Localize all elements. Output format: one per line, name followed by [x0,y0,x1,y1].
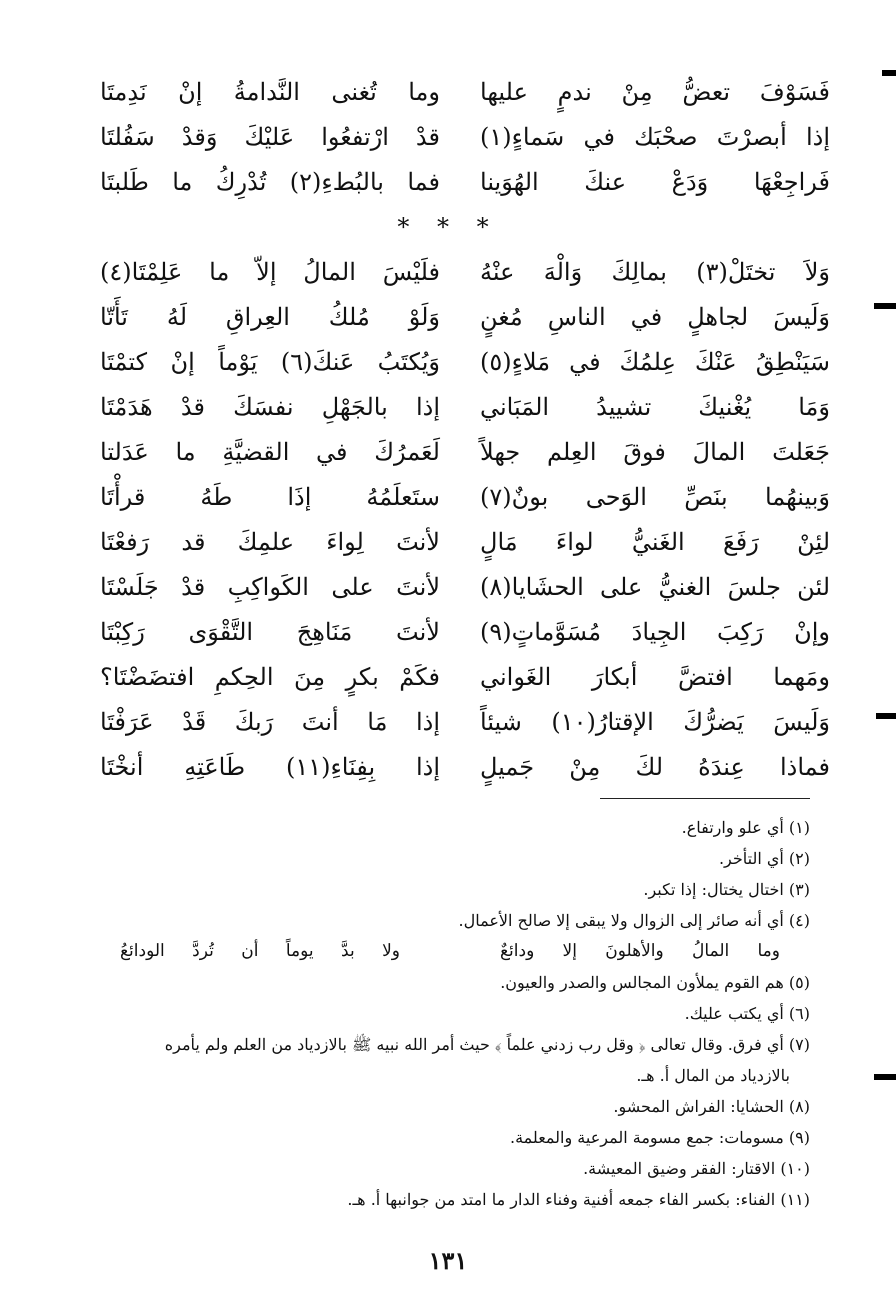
footnote: (٢) أي التأخر. [718,849,810,868]
verse-second-hemistich: قدْ ارْتفعُوا عَليْكَ وَقدْ سَفُلتَا [100,123,440,151]
section-separator: * * * [397,213,499,241]
verse-first-hemistich: لئِنْ رَفَعَ الغَنيُّ لواءَ مَالٍ [480,528,830,556]
verse [100,70,830,115]
verse [100,160,830,205]
footnote: (١٠) الاقتار: الفقر وضيق المعيشة. [583,1159,810,1178]
verse-second-hemistich: لأنتَ على الكَواكِبِ قدْ جَلَسْتَا [100,573,440,601]
verse [100,250,830,295]
verse-second-hemistich: لأنتَ لِواءَ علمِكَ قد رَفعْتَا [100,528,440,556]
verse-first-hemistich: جَعَلتَ المالَ فوقَ العِلم جهلاً [480,438,830,466]
verse [100,385,830,430]
verse-first-hemistich: وإنْ رَكِبَ الجِيادَ مُسَوَّماتٍ(٩) [480,618,830,646]
poem-section-2 [100,250,830,790]
footnote: (٧) أي فرق. وقال تعالى ﴿ وقل رب زدني علماً ﴾ حيث أمر الله نبيه ﷺ بالازدياد من العلم ولم يأمره [164,1035,810,1054]
verse [100,340,830,385]
verse [100,565,830,610]
footnote: (٣) اختال يختال: إذا تكبر. [643,880,810,899]
verse [100,430,830,475]
verse-first-hemistich: وَلَيسَ يَضرُّكَ الإقتارُ(١٠) شيئاً [480,708,830,736]
verse-second-hemistich: فكَمْ بكرٍ مِنَ الحِكمِ افتضَضْتَا؟ [100,663,440,691]
verse-second-hemistich: إذا مَا أنتَ رَبكَ قَدْ عَرَفْتَا [100,708,440,736]
scan-edge-mark [874,1074,896,1080]
scan-edge-mark [876,713,896,719]
footnote-continuation [120,1060,810,1091]
verse-first-hemistich: لئن جلسَ الغنيُّ على الحشَايا(٨) [480,573,830,601]
verse [100,610,830,655]
scan-edge-mark [874,303,896,309]
verse-second-hemistich: فما بالبُطءِ(٢) تُدْرِكُ ما طَلبتَا [100,168,440,196]
verse [100,655,830,700]
verse-second-hemistich: إذا بِفِنَاءِ(١١) طَاعَتِهِ أنخْتَا [100,753,440,781]
footnote: (٨) الحشايا: الفراش المحشو. [613,1097,810,1116]
footnote-verse-second: ولا بدَّ يوماً أن تُردَّ الودائعُ [120,941,400,961]
footnote: (٩) مسومات: جمع مسومة المرعية والمعلمة. [509,1128,810,1147]
verse-first-hemistich: وَمَا يُغْنيكَ تشييدُ المَبَاني [480,393,830,421]
verse [100,700,830,745]
footnote: (١١) الفناء: بكسر الفاء جمعه أفنية وفناء الدار ما امتد من جوانبها أ. هـ. [347,1190,810,1209]
verse [100,745,830,790]
verse [100,475,830,520]
footnote-divider [600,798,810,799]
verse-second-hemistich: وما تُغنى النَّدامةُ إنْ نَدِمتَا [100,78,440,106]
verse-first-hemistich: وَلَيسَ لجاهلٍ في الناسِ مُغنٍ [480,303,830,331]
footnote-verse [120,936,810,967]
verse-first-hemistich: سَيَنْطِقُ عَنْكَ عِلمُكَ في مَلاءٍ(٥) [480,348,830,376]
verse-second-hemistich: لأنتَ مَنَاهِجَ التَّقْوَى رَكِبْتَا [100,618,440,646]
verse-first-hemistich: فَسَوْفَ تعضُّ مِنْ ندمٍ عليها [480,78,830,106]
footnote: (٦) أي يكتب عليك. [684,1004,810,1023]
verse-first-hemistich: وَلاَ تختَلْ(٣) بمالِكَ وَالْهَ عنْهُ [480,258,830,286]
verse-first-hemistich: فماذا عِندَهُ لكَ مِنْ جَميلٍ [480,753,830,781]
verse-first-hemistich: وَبينهُما بنَصِّ الوَحى بونٌ(٧) [480,483,830,511]
page-number: ١٣١ [428,1246,468,1275]
poem-section-1 [100,70,830,205]
footnote: (٤) أي أنه صائر إلى الزوال ولا يبقى إلا صالح الأعمال. [458,911,810,930]
scan-edge-mark [882,70,896,76]
footnote: (٥) هم القوم يملأون المجالس والصدر والعيون. [500,973,810,992]
verse-first-hemistich: ومَهما افتضَّ أبكارَ الغَواني [480,663,830,691]
verse [100,295,830,340]
footnote-continuation-text: بالازدياد من المال أ. هـ. [636,1066,790,1085]
verse-second-hemistich: ستَعلَمُهُ إذَا طَهُ قرأْتَا [100,483,440,511]
verse [100,115,830,160]
verse-second-hemistich: وَيُكتَبُ عَنكَ(٦) يَوْماً إنْ كتمْتَا [100,348,440,376]
footnote-verse-first: وما المالُ والأهلونَ إلا ودائعٌ [500,941,780,961]
verse-second-hemistich: إذا بالجَهْلِ نفسَكَ قدْ هَدَمْتَا [100,393,440,421]
verse-second-hemistich: فلَيْسَ المالُ إلاّ ما عَلِمْتَا(٤) [100,258,440,286]
verse-second-hemistich: لَعَمرُكَ في القضيَّةِ ما عَدَلتا [100,438,440,466]
footnotes [120,812,810,1215]
verse-second-hemistich: وَلَوْ مُلكُ العِراقِ لَهُ تَأَتّا [100,303,440,331]
verse-first-hemistich: فَراجِعْهَا وَدَعْ عنكَ الهُوَينا [480,168,830,196]
footnote: (١) أي علو وارتفاع. [681,818,810,837]
verse-first-hemistich: إذا أبصرْتَ صحْبَك في سَماءٍ(١) [480,123,830,151]
verse [100,520,830,565]
